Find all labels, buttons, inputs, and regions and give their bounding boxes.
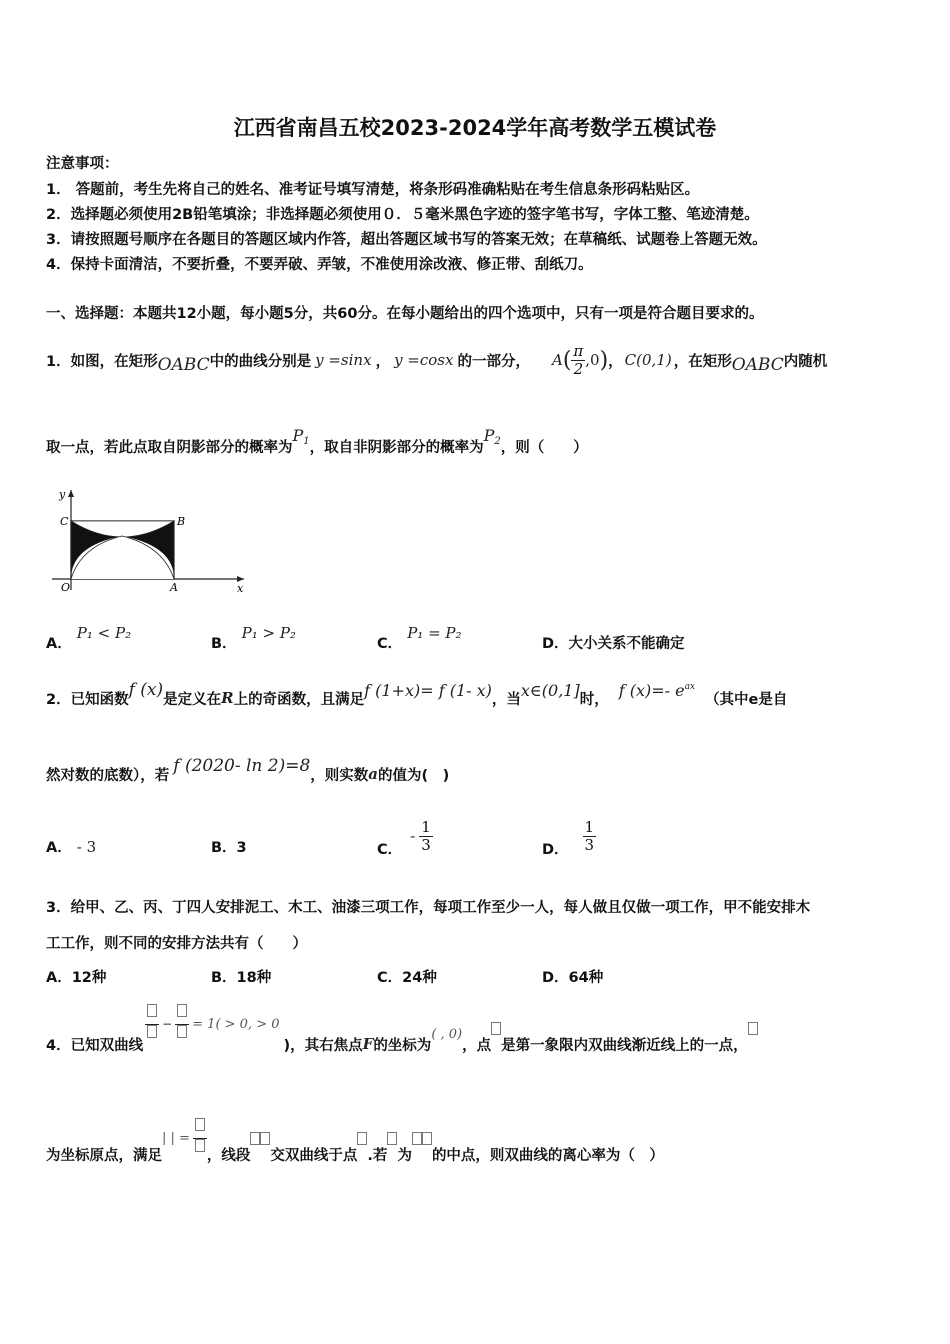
q1-option-a-expr: P₁ < P₂ (76, 624, 132, 642)
page-title: 江西省南昌五校2023-2024学年高考数学五模试卷 (233, 116, 717, 140)
q1-option-b[interactable] (211, 624, 296, 653)
q2-text-6: （其中e是自 (705, 691, 788, 708)
question-4-line-2 (46, 1118, 664, 1174)
label-o: O (61, 581, 71, 594)
q1-p2-sub: 2 (494, 435, 501, 447)
question-4-line-1 (46, 1006, 758, 1070)
notice-item-3: 3．请按照题号顺序在各题目的答题区域内作答，超出答题区域书写的答案无效；在草稿纸、试题卷上答题无效。 (46, 232, 767, 248)
notice-item-1: 1． 答题前，考生先将自己的姓名、准考证号填写清楚，将条形码准确粘贴在考生信息条形码粘贴区。 (46, 182, 700, 198)
q2-a: a (368, 765, 379, 783)
q1-option-b-expr: P₁ > P₂ (241, 624, 296, 642)
q1-option-a[interactable] (46, 624, 132, 653)
q2-text-1: 2．已知函数 (46, 691, 129, 708)
q1-paren-open: ( (562, 347, 572, 373)
q1-option-c-label: C． (377, 636, 403, 652)
q1-line2-text-2: ，取自非阴影部分的概率为 (309, 439, 484, 456)
notice-item-2: 2．选择题必须使用2B铅笔填涂；非选择题必须使用０．５毫米黑色字迹的签字笔书写，字体工整、笔迹清楚。 (46, 207, 759, 223)
q2-exp: ax (684, 681, 696, 692)
q2-option-b[interactable]: B．3 (211, 840, 247, 856)
q2-option-d[interactable] (542, 812, 596, 860)
q4-line2-text-1: 为坐标原点，满足 (46, 1147, 162, 1164)
q3-option-c[interactable]: C．24种 (377, 970, 437, 986)
question-2-line-1 (46, 680, 787, 716)
q2-option-c[interactable] (377, 812, 433, 860)
q1-text-2: 中的曲线分别是 (209, 353, 312, 370)
q1-option-c-expr: P₁ = P₂ (407, 624, 462, 642)
question-3-line-1: 3．给甲、乙、丙、丁四人安排泥工、木工、油漆三项工作，每项工作至少一人，每人做且仅做一项工作，甲不能安排木 (46, 900, 811, 916)
q1-frac-num: π (573, 341, 584, 360)
q1-rect-name-2: OABC (731, 355, 784, 375)
q1-p2-letter: P (483, 425, 495, 445)
q2-line2-text-3: 的值为( ) (378, 767, 450, 784)
label-b: B (177, 515, 186, 528)
q4-hyperbola-eq: − = 1( > 0, > 0 (145, 1004, 279, 1045)
q1-point-a-label: A (551, 351, 563, 369)
q4-text-1: 4．已知双曲线 (46, 1037, 144, 1054)
q2-option-c-label: C． (377, 841, 403, 858)
q1-p1-sub: 1 (303, 435, 310, 447)
q1-point-c: C(0,1) (624, 351, 672, 369)
q1-option-b-label: B． (211, 636, 237, 652)
q4-text-2: )，其右焦点 (283, 1037, 363, 1054)
q1-figure (46, 486, 256, 598)
question-2-line-2 (46, 756, 449, 792)
q1-text-3: 的一部分， (457, 353, 530, 370)
q2-definition (619, 681, 695, 700)
q1-paren-close: ) (599, 347, 609, 373)
question-3-line-2: 工工作，则不同的安排方法共有（ ） (46, 936, 307, 952)
question-1-line-1: 1．如图，在矩形 OABC 中的曲线分别是 y =sinx ， y =cosx 的一部分， A ( $\frac{\pi}{2}$ ,0 ) ， C(0,1) ，在矩形 OABC 内随机 (46, 341, 828, 378)
q2-option-a[interactable] (46, 836, 96, 857)
label-c: C (60, 515, 69, 528)
q3-option-a[interactable]: A．12种 (46, 970, 107, 986)
q2-option-a-value: - 3 (76, 838, 97, 856)
q1-rect-name: OABC (157, 355, 210, 375)
q3-option-d[interactable]: D．64种 (542, 970, 604, 986)
q3-option-b[interactable]: B．18种 (211, 970, 272, 986)
q2-symmetry-eq: f (1+x)= f (1- x) (364, 680, 492, 700)
q2-option-d-num: 1 (584, 817, 595, 836)
q2-option-d-frac (583, 819, 597, 854)
q1-text-5: 内随机 (783, 353, 828, 370)
q4-line2-text-5: 为 (397, 1147, 412, 1164)
q4-line2-text-6: 的中点，则双曲线的离心率为（ ） (431, 1147, 664, 1164)
q1-point-a (552, 343, 608, 378)
q4-abs-lhs: | | = (162, 1130, 190, 1146)
q2-option-d-label: D． (542, 841, 569, 858)
q1-line2-text-1: 取一点，若此点取自阴影部分的概率为 (46, 439, 293, 456)
q4-text-4: ，点 (462, 1037, 492, 1054)
q1-text-4: ，在矩形 (673, 353, 732, 370)
q1-line2-text-3: ，则（ ） (500, 439, 588, 456)
q4-line2-text-3: 交双曲线于点 (270, 1147, 358, 1164)
q4-hyperbola-rhs: = 1( > 0, > 0 (192, 1016, 280, 1032)
q1-pi-over-2 (571, 343, 585, 378)
label-x: x (237, 582, 244, 595)
q2-line2-text-2: ，则实数 (310, 767, 369, 784)
q1-option-d[interactable]: D．大小关系不能确定 (542, 636, 685, 652)
q1-frac-den: 2 (573, 359, 584, 378)
q1-point-a-y: ,0 (585, 351, 600, 369)
q4-abs-condition (162, 1118, 207, 1159)
q2-text-4: ，当 (491, 691, 521, 708)
notice-item-4: 4．保持卡面清洁，不要折叠，不要弄破、弄皱，不准使用涂改液、修正带、刮纸刀。 (46, 257, 593, 273)
q4-abs-frac (193, 1118, 207, 1159)
q2-option-c-den: 3 (421, 835, 431, 854)
q2-def-expr: f (x)=- e (618, 680, 685, 700)
q2-condition: f (2020- ln 2)=8 (173, 756, 311, 776)
q1-p1 (293, 426, 310, 447)
q2-option-d-den: 3 (584, 835, 595, 854)
q1-text-1: 1．如图，在矩形 (46, 353, 158, 370)
q1-option-c[interactable] (377, 624, 462, 653)
q1-p2 (484, 426, 501, 447)
q2-text-5: 时， (579, 691, 609, 708)
q1-comma: ， (375, 353, 391, 370)
question-1-line-2 (46, 425, 588, 464)
q4-text-3: 的坐标为 (373, 1037, 432, 1054)
q2-text-3: 上的奇函数，且满足 (233, 691, 365, 708)
q2-fx: f (x) (128, 680, 164, 700)
q1-p1-letter: P (292, 425, 304, 445)
section-heading: 一、选择题：本题共12小题，每小题5分，共60分。在每小题给出的四个选项中，只有一项是符合题目要求的。 (46, 306, 764, 322)
q4-y-frac (175, 1004, 189, 1045)
notice-heading: 注意事项： (46, 156, 119, 172)
q1-option-a-label: A． (46, 636, 72, 652)
q2-option-a-label: A． (46, 840, 72, 856)
label-y: y (59, 488, 66, 501)
q4-focus: ( , 0) (431, 1026, 463, 1042)
q4-line2-text-2: ，线段 (206, 1147, 251, 1164)
q4-line2-text-4: .若 (367, 1147, 388, 1164)
q1-sin-curve: y =sinx (315, 351, 372, 369)
q2-r: R (221, 689, 234, 707)
q4-x-frac (145, 1004, 159, 1045)
q2-text-2: 是定义在 (163, 691, 222, 708)
q2-option-c-num: 1 (421, 817, 431, 836)
label-a: A (170, 581, 178, 594)
q2-option-c-sign: - (410, 827, 416, 845)
q4-text-5: 是第一象限内双曲线渐近线上的一点， (501, 1037, 748, 1054)
q2-line2-text-1: 然对数的底数），若 (46, 767, 170, 784)
q2-option-c-frac (419, 819, 433, 854)
q4-f: F (362, 1035, 374, 1053)
y-axis-arrow (68, 490, 74, 497)
q2-domain: x∈(0,1] (520, 680, 580, 700)
q1-cos-curve: y =cosx (394, 351, 454, 369)
